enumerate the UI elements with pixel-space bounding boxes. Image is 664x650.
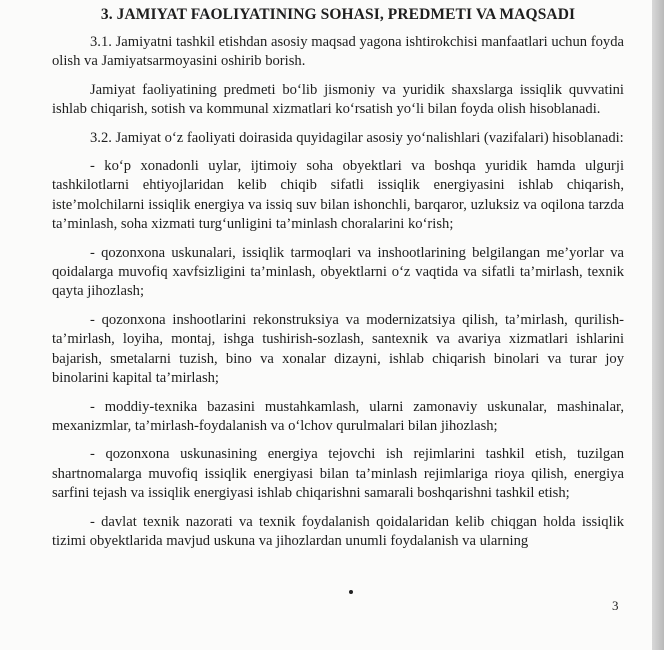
list-item-heat-supply: - ko‘p xonadonli uylar, ijtimoiy soha obyektlari va boshqa yuridik hamda ulgurji tashkilotlarni ehtiyojlaridan kelib chiqib sifatli issiqlik energiyasini ishlab chiqarish, iste’molchilarni issiqlik energiya va issiq suv bilan ishonchli, barqaror, uzluksiz va oqilona tarzda ta’minlash, soha xizmati turg‘unligini ta’minlash choralarini ko‘rish; [52,158,624,233]
paragraph-3-2: 3.2. Jamiyat o‘z faoliyati doirasida quyidagilar asosiy yo‘nalishlari (vazifalari) hisoblanadi: [90,129,624,146]
page-number: 3 [612,598,619,613]
ink-dot [349,590,353,594]
list-item-technical-supervision: - davlat texnik nazorati va texnik foydalanish qoidalaridan kelib chiqgan holda issiqlik tizimi obyektlarida mavjud uskuna va jihozlardan unumli foydalanish va ularning [52,513,624,549]
paragraph-3-1: 3.1. Jamiyatni tashkil etishdan asosiy maqsad yagona ishtirokchisi manfaatlari uchun foyda olish va Jamiyatsarmoyasini oshirib borish. [52,34,624,70]
list-item-energy-saving: - qozonxona uskunasining energiya tejovchi ish rejimlarini tashkil etish, tuzilgan shartnomalarga muvofiq issiqlik energiyasi bilan ta’minlash rejimlariga rioya qilish, energiya sarfini tejash va issiqlik energiyasi ishlab chiqarishni samarali boshqarishni tashkil etish; [52,446,624,502]
list-item-boiler-safety: - qozonxona uskunalari, issiqlik tarmoqlari va inshootlarining belgilangan me’yorlar va qoidalarga muvofiq xavfsizligini ta’minlash, obyektlarni o‘z vaqtida va sifatli ta’mirlash, texnik qayta jihozlash; [52,244,624,300]
paragraph-subject: Jamiyat faoliyatining predmeti bo‘lib jismoniy va yuridik shaxslarga issiqlik quvvatini ishlab chiqarish, sotish va kommunal xizmatlari ko‘rsatish yo‘li bilan foyda olish hisoblanadi. [52,81,624,118]
section-heading: 3. JAMIYAT FAOLIYATINING SOHASI, PREDMETI VA MAQSADI [100,6,576,23]
scan-edge [652,0,664,650]
document-body [52,5,624,560]
list-item-reconstruction: - qozonxona inshootlarini rekonstruksiya va modernizatsiya qilish, ta’mirlash, qurilish-ta’mirlash, loyiha, montaj, ishga tushirish-sozlash, santexnik va avariya xizmatlari ishlarini bajarish, smetalarni tuzish, bino va xonalar dizayni, ishlab chiqarish binolari va turar joy binolarini kapital ta’mirlash; [52,311,624,387]
list-item-material-base: - moddiy-texnika bazasini mustahkamlash, ularni zamonaviy uskunalar, mashinalar, mexanizmlar, ta’mirlash-foydalanish va o‘lchov qurulmalari bilan jihozlash; [52,398,624,434]
